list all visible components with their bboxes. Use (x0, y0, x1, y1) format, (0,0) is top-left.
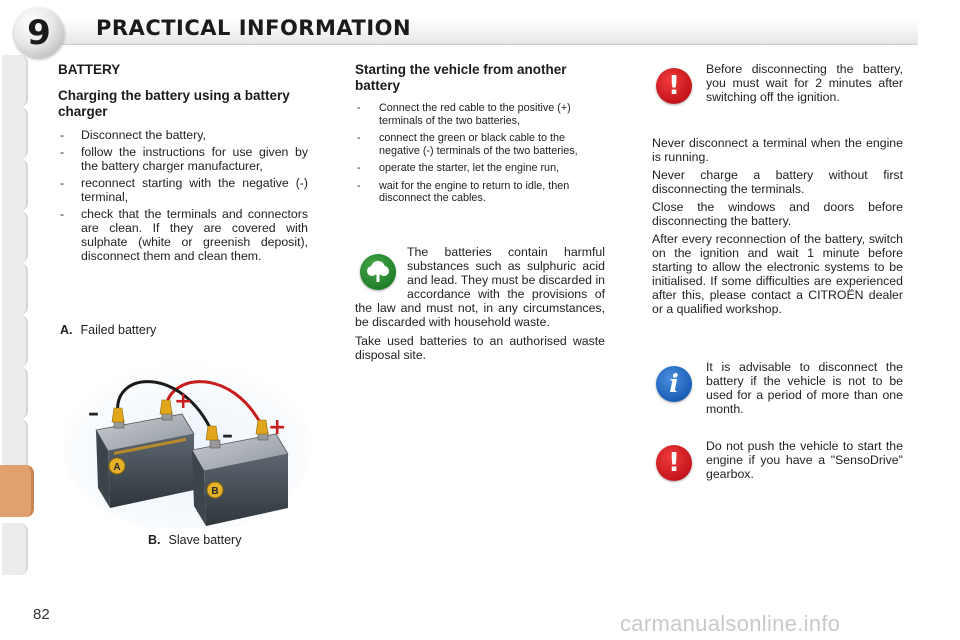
info-icon: i (656, 366, 692, 402)
list-item: - follow the instructions for use given by the battery charger manufacturer, (58, 145, 308, 173)
subsection-title: Charging the battery using a battery charger (58, 88, 290, 119)
warning-icon: ! (656, 445, 692, 481)
advice-paragraph: Close the windows and doors before disconnecting the battery. (652, 200, 903, 228)
list-item: - Disconnect the battery, (58, 128, 308, 142)
caption-a (60, 323, 156, 337)
advice-paragraph: Never charge a battery without first disconnecting the terminals. (652, 168, 903, 196)
page-title: PRACTICAL INFORMATION (96, 16, 412, 40)
battery-advice (652, 136, 903, 316)
caption-a-text: Failed battery (80, 323, 157, 337)
caption-a-letter: A. (60, 323, 73, 337)
warning-note-2: Do not push the vehicle to start the engine if you have a "SensoDrive" gearbox. (706, 439, 903, 481)
caption-b-text: Slave battery (168, 533, 242, 547)
advice-paragraph: Never disconnect a terminal when the engine is running. (652, 136, 903, 164)
page-number: 82 (33, 606, 50, 623)
plus-sign: + (268, 415, 287, 440)
chapter-tab[interactable] (2, 107, 28, 159)
chapter-tab[interactable] (2, 419, 28, 471)
charging-steps (58, 128, 308, 266)
chapter-tab[interactable] (2, 263, 28, 315)
jumpstart-steps (355, 102, 605, 210)
warning-icon: ! (656, 68, 692, 104)
environment-note (355, 245, 605, 362)
environment-note-text: The batteries contain harmful substances such as sulphuric acid and lead. They must be discarded in accordance with the provisions of the law and must not, in any circumstances, be discarded with household waste. (355, 245, 606, 329)
list-item: - operate the starter, let the engine run, (355, 162, 605, 175)
warning-note-1: Before disconnecting the battery, you must wait for 2 minutes after switching off the ignition. (706, 62, 903, 104)
chapter-tab[interactable] (2, 211, 28, 263)
environment-note-2: Take used batteries to an authorised waste disposal site. (355, 334, 605, 362)
chapter-tab[interactable] (2, 159, 28, 211)
subsection-title: Starting the vehicle from another battery (355, 62, 567, 93)
section-title: BATTERY (58, 62, 121, 77)
chapter-tab-active[interactable] (0, 465, 34, 517)
advice-paragraph: After every reconnection of the battery, switch on the ignition and wait 1 minute before starting to allow the electronic systems to be initialised. If some difficulties are experienced after this, please contact a CITROËN dealer or a qualified workshop. (652, 232, 903, 316)
list-item: - reconnect starting with the negative (-) terminal, (58, 176, 308, 204)
chapter-number-badge: 9 (14, 8, 64, 58)
caption-b (148, 533, 241, 547)
list-item: - connect the green or black cable to the negative (-) terminals of the two batteries, (355, 132, 605, 157)
chapter-tab[interactable] (2, 523, 28, 575)
list-item: - Connect the red cable to the positive (+) terminals of the two batteries, (355, 102, 605, 127)
label-a: A (113, 462, 121, 473)
watermark: carmanualsonline.info (620, 611, 841, 636)
minus-sign: – (222, 423, 233, 448)
icon-spacer (355, 245, 407, 299)
list-item: - wait for the engine to return to idle, then disconnect the cables. (355, 180, 605, 205)
plus-sign: + (174, 389, 193, 414)
label-b: B (211, 486, 219, 497)
info-note: It is advisable to disconnect the battery if the vehicle is not to be used for a period of more than one month. (706, 360, 903, 416)
list-item: - check that the terminals and connectors are clean. If they are covered with sulphate (white or greenish deposit), disconnect them and clean them. (58, 207, 308, 263)
chapter-tab-strip (0, 55, 32, 575)
chapter-tab[interactable] (2, 367, 28, 419)
chapter-tab[interactable] (2, 315, 28, 367)
chapter-tab[interactable] (2, 55, 28, 107)
caption-b-letter: B. (148, 533, 161, 547)
minus-sign: – (88, 401, 99, 426)
battery-jumpstart-illustration (62, 348, 312, 528)
